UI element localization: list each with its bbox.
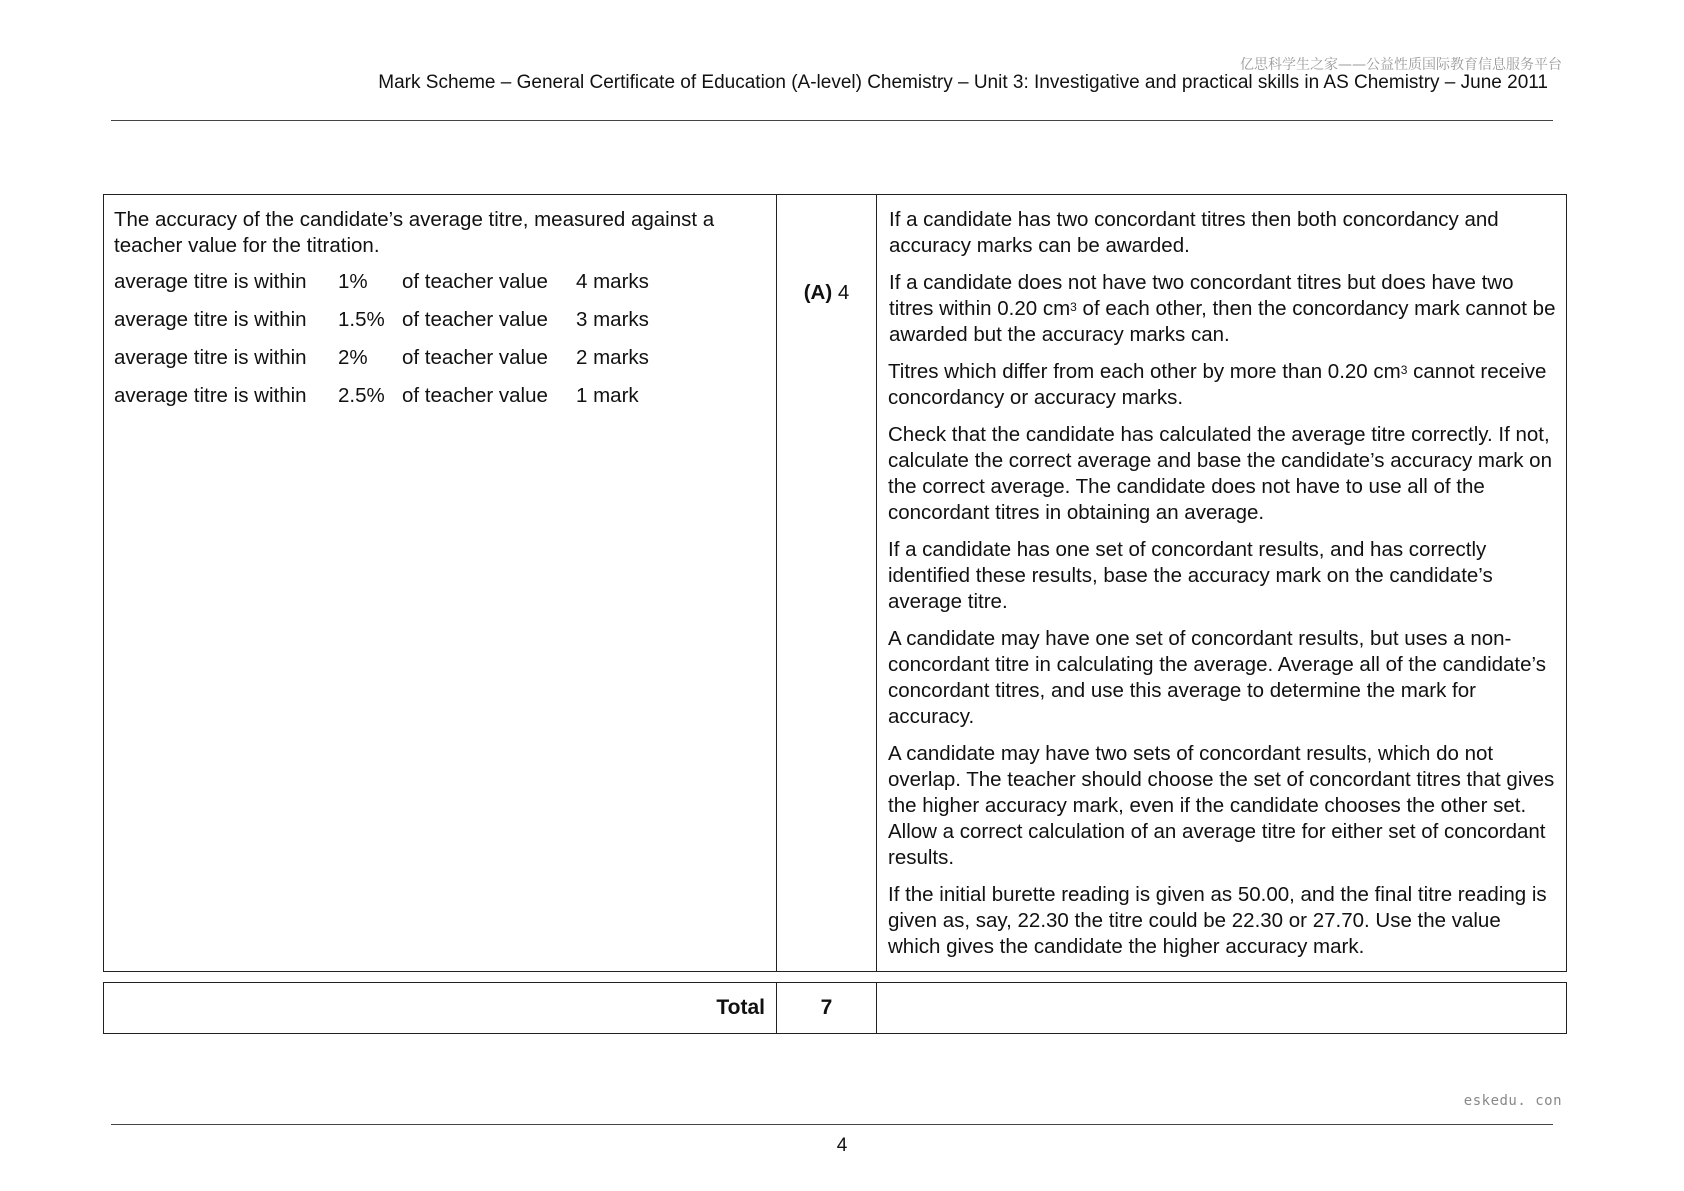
guidance-cell [877,195,1566,971]
criteria-marks: 3 marks [576,308,649,331]
criteria-row [114,383,766,409]
guidance-paragraph: If the initial burette reading is given as 50.00, and the final titre reading is given as, say, 22.30 the titre could be 22.30 or 27.70. Use the value which gives the candidate the higher accuracy mark. [888,883,1547,958]
criteria-row [114,307,766,333]
criteria-phrase: average titre is within [114,270,307,293]
marks-cell [777,195,877,971]
criteria-row [114,269,766,295]
guidance-paragraph: A candidate may have one set of concordant results, but uses a non-concordant titre in calculating the average. Average all of the candidate’s concordant titres, and use this average to determine the mark for accuracy. [888,627,1546,728]
superscript: 3 [1070,300,1077,314]
criteria-reference: of teacher value [402,308,548,331]
guidance-paragraph: Check that the candidate has calculated the average titre correctly. If not, calculate the correct average and base the candidate’s accuracy mark on the correct average. The candidate does not have to use all of the concordant titres in obtaining an average. [888,423,1552,524]
criteria-percent: 2% [338,346,368,369]
total-label: Total [104,983,777,1033]
guidance-text: cannot receive concordancy or accuracy marks. [888,360,1547,409]
criteria-row [114,345,766,371]
criteria-reference: of teacher value [402,270,548,293]
header-rule [111,120,1553,121]
criteria-reference: of teacher value [402,346,548,369]
footer-rule [111,1124,1553,1125]
question-criteria-cell [104,195,777,971]
criteria-phrase: average titre is within [114,346,307,369]
criteria-marks: 2 marks [576,346,649,369]
guidance-text: Titres which differ from each other by more than 0.20 cm [888,360,1401,383]
guidance-text: If a candidate does not have two concordant titres but does have two titres within 0.20 cm [889,271,1514,320]
total-value: 7 [777,983,877,1033]
criteria-percent: 2.5% [338,384,385,407]
mark-value: 4 [837,281,850,304]
criteria-reference: of teacher value [402,384,548,407]
mark-code: (A) [803,281,833,304]
guidance-paragraph: A candidate may have two sets of concordant results, which do not overlap. The teacher should choose the set of concordant titres that gives the higher accuracy mark, even if the candidate chooses the other set. Allow a correct calculation of an average titre for either set of concordant results. [888,742,1555,869]
superscript: 3 [1400,363,1408,377]
page-number: 4 [836,1135,848,1156]
mark-allocation [777,281,876,305]
criteria-percent: 1% [338,270,368,293]
criteria-phrase: average titre is within [114,308,307,331]
total-table [103,982,1567,1034]
header-watermark: 亿思科学生之家——公益性质国际教育信息服务平台 [1240,57,1562,73]
criteria-marks: 1 mark [576,384,639,407]
criteria-phrase: average titre is within [114,384,307,407]
page-header-title: Mark Scheme – General Certificate of Education (A-level) Chemistry – Unit 3: Investigative and practical skills in AS Chemistry – June 2011 [378,72,1548,93]
footer-watermark: eskedu. con [1463,1093,1562,1109]
criteria-percent: 1.5% [338,308,385,331]
total-notes [877,983,1566,1033]
criteria-intro: The accuracy of the candidate’s average titre, measured against a teacher value for the titration. [114,208,715,257]
guidance-text: of each other, then the concordancy mark cannot be awarded but the accuracy marks can. [889,297,1556,346]
guidance-paragraph: If a candidate has two concordant titres then both concordancy and accuracy marks can be awarded. [889,208,1499,257]
guidance-paragraph: If a candidate has one set of concordant results, and has correctly identified these results, base the accuracy mark on the candidate’s average titre. [888,538,1493,613]
mark-scheme-table [103,194,1567,972]
guidance-paragraph [888,270,1556,348]
criteria-marks: 4 marks [576,270,649,293]
guidance-paragraph [888,359,1556,411]
